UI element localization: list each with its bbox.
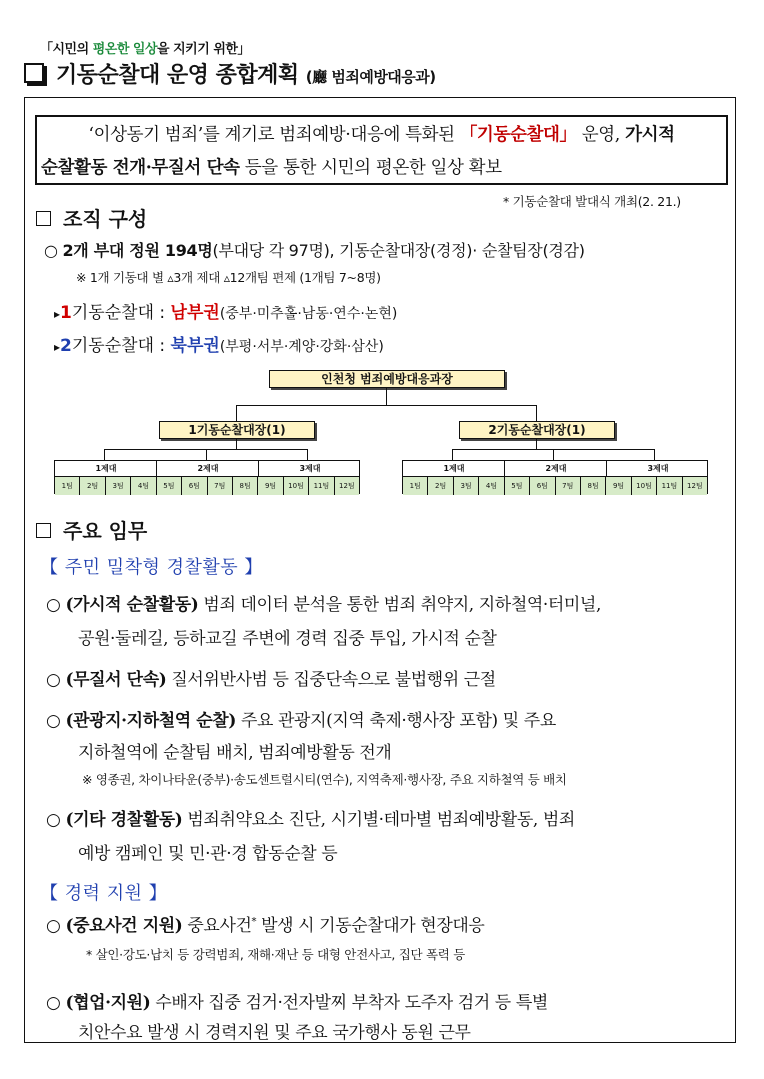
checkbox-square-icon bbox=[24, 63, 44, 83]
org-connector bbox=[386, 387, 387, 405]
org-connector bbox=[536, 405, 537, 421]
org-cmd1-box: 1기동순찰대장(1) bbox=[159, 421, 315, 439]
team-cell: 4팀 bbox=[479, 477, 504, 495]
org-structure-note: ※ 1개 기동대 별 ▵3개 제대 ▵12개팀 편제 (1개팀 7~8명) bbox=[76, 270, 381, 285]
team-cell: 6팀 bbox=[530, 477, 555, 495]
org-connector bbox=[307, 449, 308, 460]
team-cell: 3팀 bbox=[454, 477, 479, 495]
team-row bbox=[403, 476, 707, 495]
section-heading-org: 조직 구성 bbox=[36, 203, 147, 232]
team-cell: 2팀 bbox=[428, 477, 453, 495]
summary-box bbox=[35, 115, 728, 185]
duty-visible-patrol-cont: 공원·둘레길, 등하교길 주변에 경력 집중 투입, 가시적 순찰 bbox=[78, 629, 497, 649]
team-group-1 bbox=[54, 460, 360, 494]
duty-tourist-subway-cont: 지하철역에 순찰팀 배치, 범죄예방활동 전개 bbox=[78, 743, 392, 763]
team-cell: 11팀 bbox=[657, 477, 682, 495]
launch-note: * 기동순찰대 발대식 개최(2. 21.) bbox=[503, 194, 681, 209]
duty-other-policing: ○ (기타 경찰활동) 범죄취약요소 진단, 시기별·테마별 범죄예방활동, 범죄 bbox=[46, 810, 575, 830]
page-title: 기동순찰대 운영 종합계획 (廳 범죄예방대응과) bbox=[24, 58, 436, 89]
team-cell: 10팀 bbox=[284, 477, 309, 495]
duty-major-incident-note: * 살인·강도·납치 등 강력범죄, 재해·재난 등 대형 안전사고, 집단 폭력 등 bbox=[86, 947, 465, 962]
team-cell: 12팀 bbox=[335, 477, 359, 495]
duty-cooperation-cont: 치안수요 발생 시 경력지원 및 주요 국가행사 동원 근무 bbox=[78, 1023, 471, 1043]
summary-line-2: 순찰활동 전개·무질서 단속 등을 통한 시민의 평온한 일상 확보 bbox=[41, 158, 502, 178]
squad-label: 2제대 bbox=[197, 464, 219, 473]
team-cell: 7팀 bbox=[208, 477, 233, 495]
arrow-right-icon: ▸ bbox=[54, 307, 61, 321]
category-manpower-support: 【 경력 지원 】 bbox=[40, 883, 168, 904]
team-cell: 8팀 bbox=[581, 477, 606, 495]
org-connector bbox=[553, 449, 554, 460]
org-headcount: ○ 2개 부대 정원 194명(부대당 각 97명), 기동순찰대장(경정)· 순찰팀장(경감) bbox=[44, 241, 585, 260]
org-cmd2-box: 2기동순찰대장(1) bbox=[459, 421, 615, 439]
team-cell: 7팀 bbox=[556, 477, 581, 495]
squad-label: 1제대 bbox=[95, 464, 117, 473]
team-cell: 12팀 bbox=[683, 477, 707, 495]
team-cell: 3팀 bbox=[106, 477, 131, 495]
squad-label: 3제대 bbox=[647, 464, 669, 473]
duty-cooperation: ○ (협업·지원) 수배자 집중 검거·전자발찌 부착자 도주자 검거 등 특별 bbox=[46, 993, 548, 1013]
unit-2-line: ▸2기동순찰대 : 북부권(부평·서부·계양·강화·삼산) bbox=[54, 336, 384, 356]
square-bullet-icon bbox=[36, 211, 51, 226]
team-cell: 10팀 bbox=[632, 477, 657, 495]
team-cell: 1팀 bbox=[55, 477, 80, 495]
team-cell: 5팀 bbox=[157, 477, 182, 495]
team-cell: 2팀 bbox=[80, 477, 105, 495]
org-connector bbox=[206, 449, 207, 460]
org-connector bbox=[104, 449, 105, 460]
duty-tourist-subway-note: ※ 영종권, 차이나타운(중부)·송도센트럴시티(연수), 지역축제·행사장, 주요 지하철역 등 배치 bbox=[82, 772, 567, 787]
org-connector bbox=[654, 449, 655, 460]
org-connector bbox=[536, 438, 537, 449]
slogan: 「시민의 평온한 일상을 지키기 위한」 bbox=[40, 42, 250, 57]
section-heading-duties: 주요 임무 bbox=[36, 515, 147, 544]
squad-label: 2제대 bbox=[545, 464, 567, 473]
squad-label: 1제대 bbox=[443, 464, 465, 473]
summary-line-1: ‘이상동기 범죄’를 계기로 범죄예방·대응에 특화된 「기동순찰대」 운영, 가시적 bbox=[88, 125, 675, 145]
duty-major-incident: ○ (중요사건 지원) 중요사건* 발생 시 기동순찰대가 현장대응 bbox=[46, 916, 485, 936]
team-group-2 bbox=[402, 460, 708, 494]
unit-1-line: ▸1기동순찰대 : 남부권(중부·미추홀·남동·연수·논현) bbox=[54, 303, 398, 323]
org-connector bbox=[236, 438, 237, 449]
team-cell: 5팀 bbox=[505, 477, 530, 495]
duty-other-policing-cont: 예방 캠페인 및 민·관·경 합동순찰 등 bbox=[78, 844, 338, 864]
team-cell: 8팀 bbox=[233, 477, 258, 495]
category-community-policing: 【 주민 밀착형 경찰활동 】 bbox=[40, 557, 263, 578]
arrow-right-icon: ▸ bbox=[54, 340, 61, 354]
team-cell: 9팀 bbox=[258, 477, 283, 495]
team-row bbox=[55, 476, 359, 495]
team-cell: 1팀 bbox=[403, 477, 428, 495]
org-connector bbox=[452, 449, 453, 460]
team-cell: 6팀 bbox=[182, 477, 207, 495]
duty-disorder-crackdown: ○ (무질서 단속) 질서위반사범 등 집중단속으로 불법행위 근절 bbox=[46, 670, 496, 690]
org-connector bbox=[236, 405, 237, 421]
duty-tourist-subway: ○ (관광지·지하철역 순찰) 주요 관광지(지역 축제·행사장 포함) 및 주요 bbox=[46, 711, 556, 731]
duty-visible-patrol: ○ (가시적 순찰활동) 범죄 데이터 분석을 통한 범죄 취약지, 지하철역·터미널, bbox=[46, 595, 601, 615]
org-top-box: 인천청 범죄예방대응과장 bbox=[269, 370, 505, 388]
team-cell: 11팀 bbox=[309, 477, 334, 495]
square-bullet-icon bbox=[36, 523, 51, 538]
team-cell: 4팀 bbox=[131, 477, 156, 495]
team-cell: 9팀 bbox=[606, 477, 631, 495]
org-connector bbox=[236, 405, 536, 406]
squad-label: 3제대 bbox=[299, 464, 321, 473]
